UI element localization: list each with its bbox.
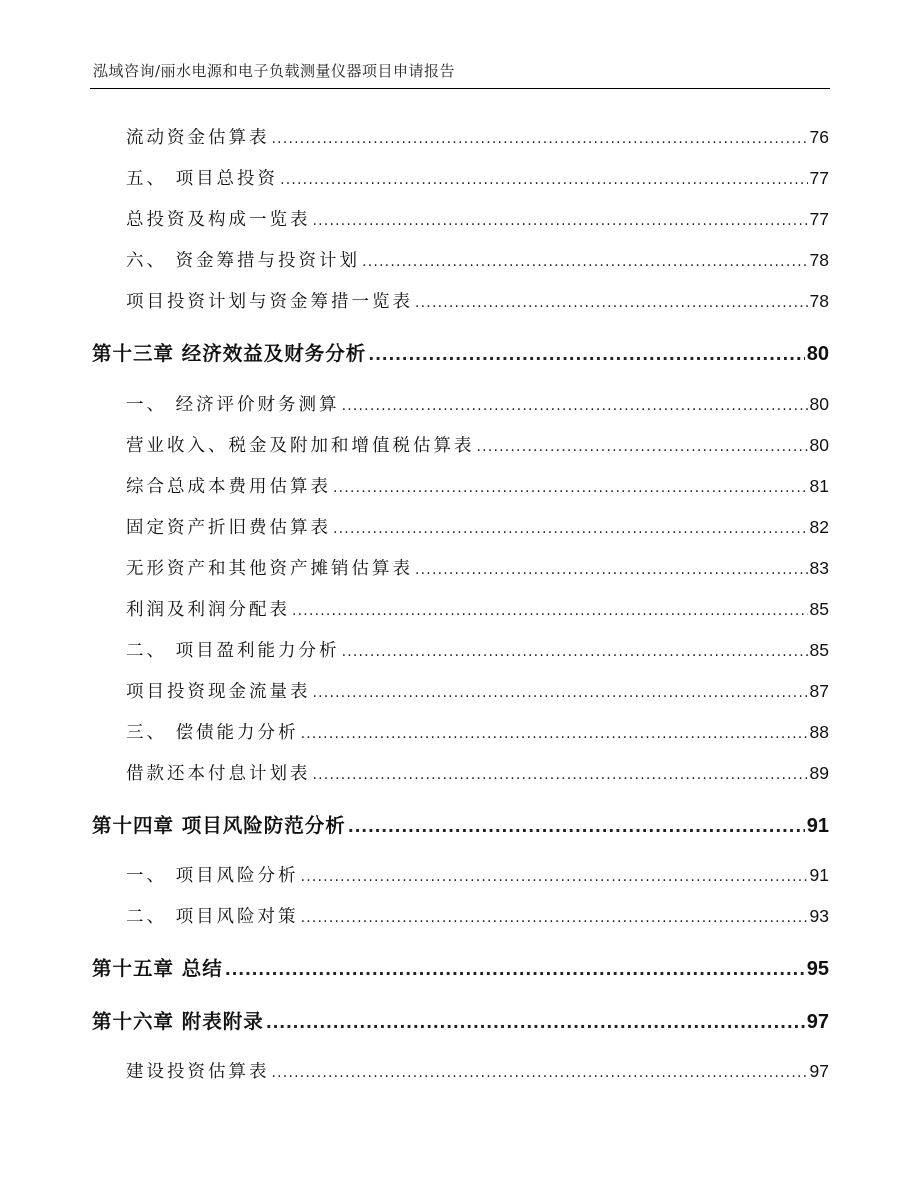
toc-entry-page: 82 — [809, 517, 829, 537]
toc-dot-leader — [348, 814, 805, 837]
toc-dot-leader — [342, 395, 808, 415]
toc-entry-page: 78 — [809, 291, 829, 311]
toc-entry-title: 固定资产折旧费估算表 — [126, 518, 331, 538]
toc-chapter-page: 91 — [806, 815, 829, 837]
toc-dot-leader — [313, 210, 808, 230]
page-header: 泓域咨询/丽水电源和电子负载测量仪器项目申请报告 — [93, 62, 456, 80]
toc-entry[interactable] — [126, 473, 829, 498]
toc-entry[interactable] — [126, 903, 829, 928]
toc-entry[interactable] — [126, 1058, 829, 1083]
toc-entry-page: 80 — [809, 435, 829, 455]
toc-dot-leader — [225, 957, 805, 980]
toc-entry[interactable] — [126, 678, 829, 703]
toc-entry-page: 77 — [809, 209, 829, 229]
toc-entry[interactable] — [126, 719, 829, 744]
toc-entry-page: 76 — [809, 127, 829, 147]
toc-entry-page: 80 — [809, 394, 829, 414]
toc-entry[interactable] — [126, 165, 829, 190]
toc-entry-page: 78 — [809, 250, 829, 270]
toc-entry-page: 97 — [809, 1061, 829, 1081]
toc-entry-page: 87 — [809, 681, 829, 701]
toc-entry-title: 一、 经济评价财务测算 — [126, 395, 340, 415]
toc-chapter-entry[interactable] — [92, 338, 829, 366]
toc-dot-leader — [362, 251, 807, 271]
toc-entry[interactable] — [126, 288, 829, 313]
toc-dot-leader — [313, 764, 808, 784]
toc-entry-page: 89 — [809, 763, 829, 783]
toc-entry-title: 无形资产和其他资产摊销估算表 — [126, 559, 413, 579]
toc-chapter-entry[interactable] — [92, 1006, 829, 1034]
toc-entry-title: 建设投资估算表 — [126, 1062, 270, 1082]
toc-chapter-title: 第十五章 总结 — [92, 957, 223, 980]
toc-dot-leader — [342, 641, 808, 661]
toc-chapter-title: 第十六章 附表附录 — [92, 1010, 264, 1033]
toc-entry-page: 85 — [809, 599, 829, 619]
toc-dot-leader — [415, 559, 808, 579]
toc-entry-title: 流动资金估算表 — [126, 128, 270, 148]
toc-dot-leader — [415, 292, 808, 312]
toc-entry-page: 77 — [809, 168, 829, 188]
toc-dot-leader — [333, 518, 808, 538]
toc-chapter-entry[interactable] — [92, 810, 829, 838]
toc-entry[interactable] — [126, 206, 829, 231]
toc-entry[interactable] — [126, 514, 829, 539]
toc-chapter-title: 第十三章 经济效益及财务分析 — [92, 342, 367, 365]
toc-dot-leader — [272, 1062, 808, 1082]
toc-entry-page: 85 — [809, 640, 829, 660]
toc-entry-title: 一、 项目风险分析 — [126, 866, 299, 886]
toc-entry[interactable] — [126, 596, 829, 621]
toc-dot-leader — [313, 682, 808, 702]
toc-entry-title: 五、 项目总投资 — [126, 169, 279, 189]
toc-entry[interactable] — [126, 247, 829, 272]
toc-entry[interactable] — [126, 760, 829, 785]
toc-entry-title: 借款还本付息计划表 — [126, 764, 311, 784]
toc-entry[interactable] — [126, 124, 829, 149]
toc-dot-leader — [280, 169, 807, 189]
toc-entry-title: 综合总成本费用估算表 — [126, 477, 331, 497]
toc-entry-title: 二、 项目风险对策 — [126, 907, 299, 927]
toc-chapter-entry[interactable] — [92, 953, 829, 981]
toc-entry-page: 81 — [809, 476, 829, 496]
toc-dot-leader — [301, 866, 808, 886]
toc-entry[interactable] — [126, 391, 829, 416]
toc-entry-title: 总投资及构成一览表 — [126, 210, 311, 230]
toc-entry-page: 88 — [809, 722, 829, 742]
toc-entry-title: 六、 资金筹措与投资计划 — [126, 251, 361, 271]
toc-entry-title: 利润及利润分配表 — [126, 600, 290, 620]
toc-entry-title: 项目投资现金流量表 — [126, 682, 311, 702]
toc-chapter-title: 第十四章 项目风险防范分析 — [92, 814, 346, 837]
toc-entry-page: 93 — [809, 906, 829, 926]
toc-entry-title: 二、 项目盈利能力分析 — [126, 641, 340, 661]
toc-entry[interactable] — [126, 637, 829, 662]
toc-chapter-page: 95 — [806, 958, 829, 980]
toc-dot-leader — [477, 436, 808, 456]
toc-dot-leader — [266, 1010, 805, 1033]
toc-entry-title: 营业收入、税金及附加和增值税估算表 — [126, 436, 475, 456]
toc-dot-leader — [292, 600, 808, 620]
toc-dot-leader — [272, 128, 808, 148]
toc-dot-leader — [301, 723, 808, 743]
toc-entry-page: 83 — [809, 558, 829, 578]
toc-dot-leader — [333, 477, 808, 497]
toc-chapter-page: 97 — [806, 1011, 829, 1033]
toc-entry-title: 项目投资计划与资金筹措一览表 — [126, 292, 413, 312]
toc-entry[interactable] — [126, 432, 829, 457]
header-divider — [90, 88, 830, 89]
toc-dot-leader — [301, 907, 808, 927]
toc-entry[interactable] — [126, 862, 829, 887]
toc-entry-title: 三、 偿债能力分析 — [126, 723, 299, 743]
toc-chapter-page: 80 — [806, 343, 829, 365]
toc-dot-leader — [368, 342, 804, 365]
toc-entry[interactable] — [126, 555, 829, 580]
toc-entry-page: 91 — [809, 865, 829, 885]
